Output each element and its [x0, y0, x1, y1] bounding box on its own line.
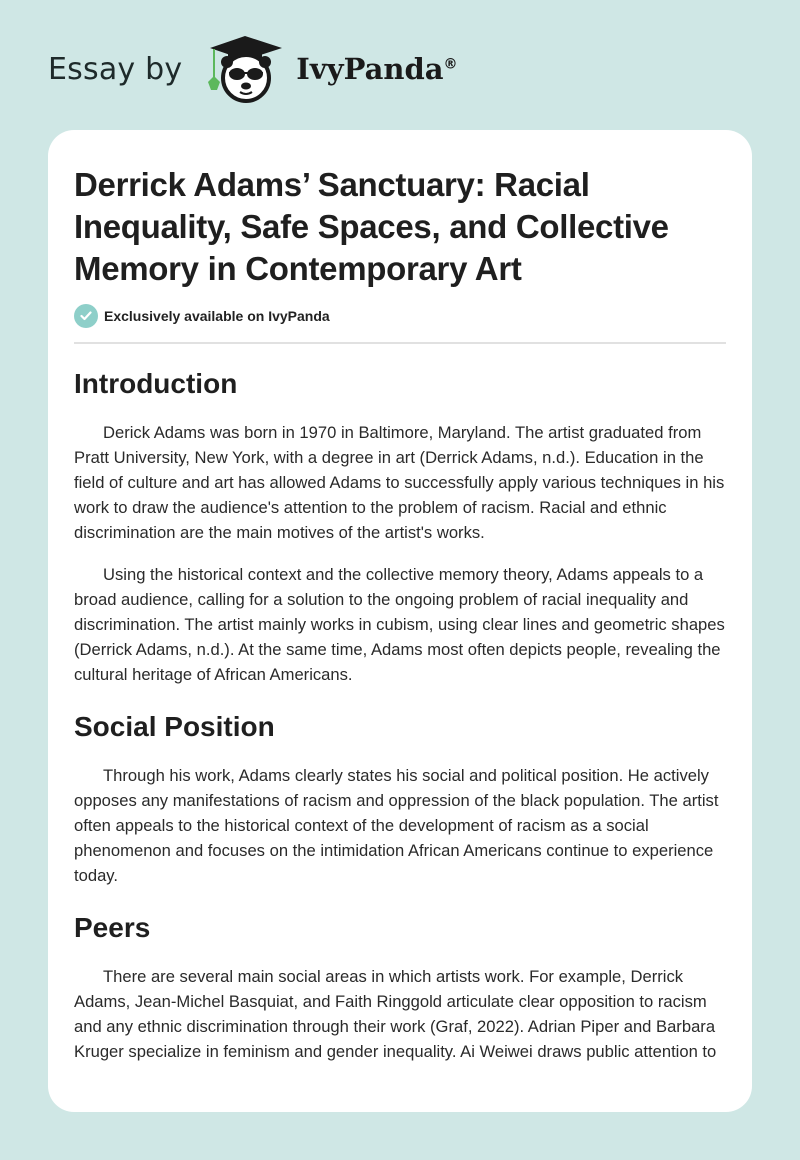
divider [74, 342, 726, 344]
section-introduction [74, 366, 726, 687]
section-heading: Social Position [74, 711, 275, 742]
check-circle-icon [74, 304, 98, 328]
brand-name: IvyPanda® [296, 52, 458, 86]
paragraph: Through his work, Adams clearly states his social and political position. He actively opposes any manifestations of racism and oppression of the black population. The artist often appeals to the historical context of the development of racism as a social phenomenon and focuses on the intimidation African Americans continue to experience today. [74, 766, 719, 885]
paragraph: Using the historical context and the collective memory theory, Adams appeals to a broad audience, calling for a solution to the ongoing problem of racial inequality and discrimination. The artist mainly works in cubism, using clear lines and geometric shapes (Derrick Adams, n.d.). At the same time, Adams most often depicts people, revealing the cultural heritage of African Americans. [74, 565, 725, 684]
section-social-position [74, 709, 726, 888]
section-peers [74, 910, 726, 1064]
panda-graduation-cap-logo-icon [200, 34, 290, 104]
paragraph: Derick Adams was born in 1970 in Baltimore, Maryland. The artist graduated from Pratt University, New York, with a degree in art (Derrick Adams, n.d.). Education in the field of culture and art has allowed Adams to successfully apply various techniques in his work to draw the audience's attention to the problem of racism. Racial and ethnic discrimination are the main motives of the artist's works. [74, 423, 725, 542]
registered-mark: ® [443, 56, 458, 73]
brand-prefix: Essay by [48, 51, 183, 87]
section-heading: Peers [74, 912, 151, 943]
brand-header [48, 34, 458, 104]
essay-card [48, 130, 752, 1112]
exclusive-badge [74, 304, 726, 328]
section-heading: Introduction [74, 368, 238, 399]
essay-title: Derrick Adams’ Sanctuary: Racial Inequality, Safe Spaces, and Collective Memory in Contemporary Art [74, 166, 669, 287]
badge-text: Exclusively available on IvyPanda [104, 308, 330, 324]
paragraph: There are several main social areas in which artists work. For example, Derrick Adams, Jean-Michel Basquiat, and Faith Ringgold articulate clear opposition to racism and any ethnic discrimination through their work (Graf, 2022). Adrian Piper and Barbara Kruger specialize in feminism and gender inequality. Ai Weiwei draws public attention to [74, 967, 717, 1061]
